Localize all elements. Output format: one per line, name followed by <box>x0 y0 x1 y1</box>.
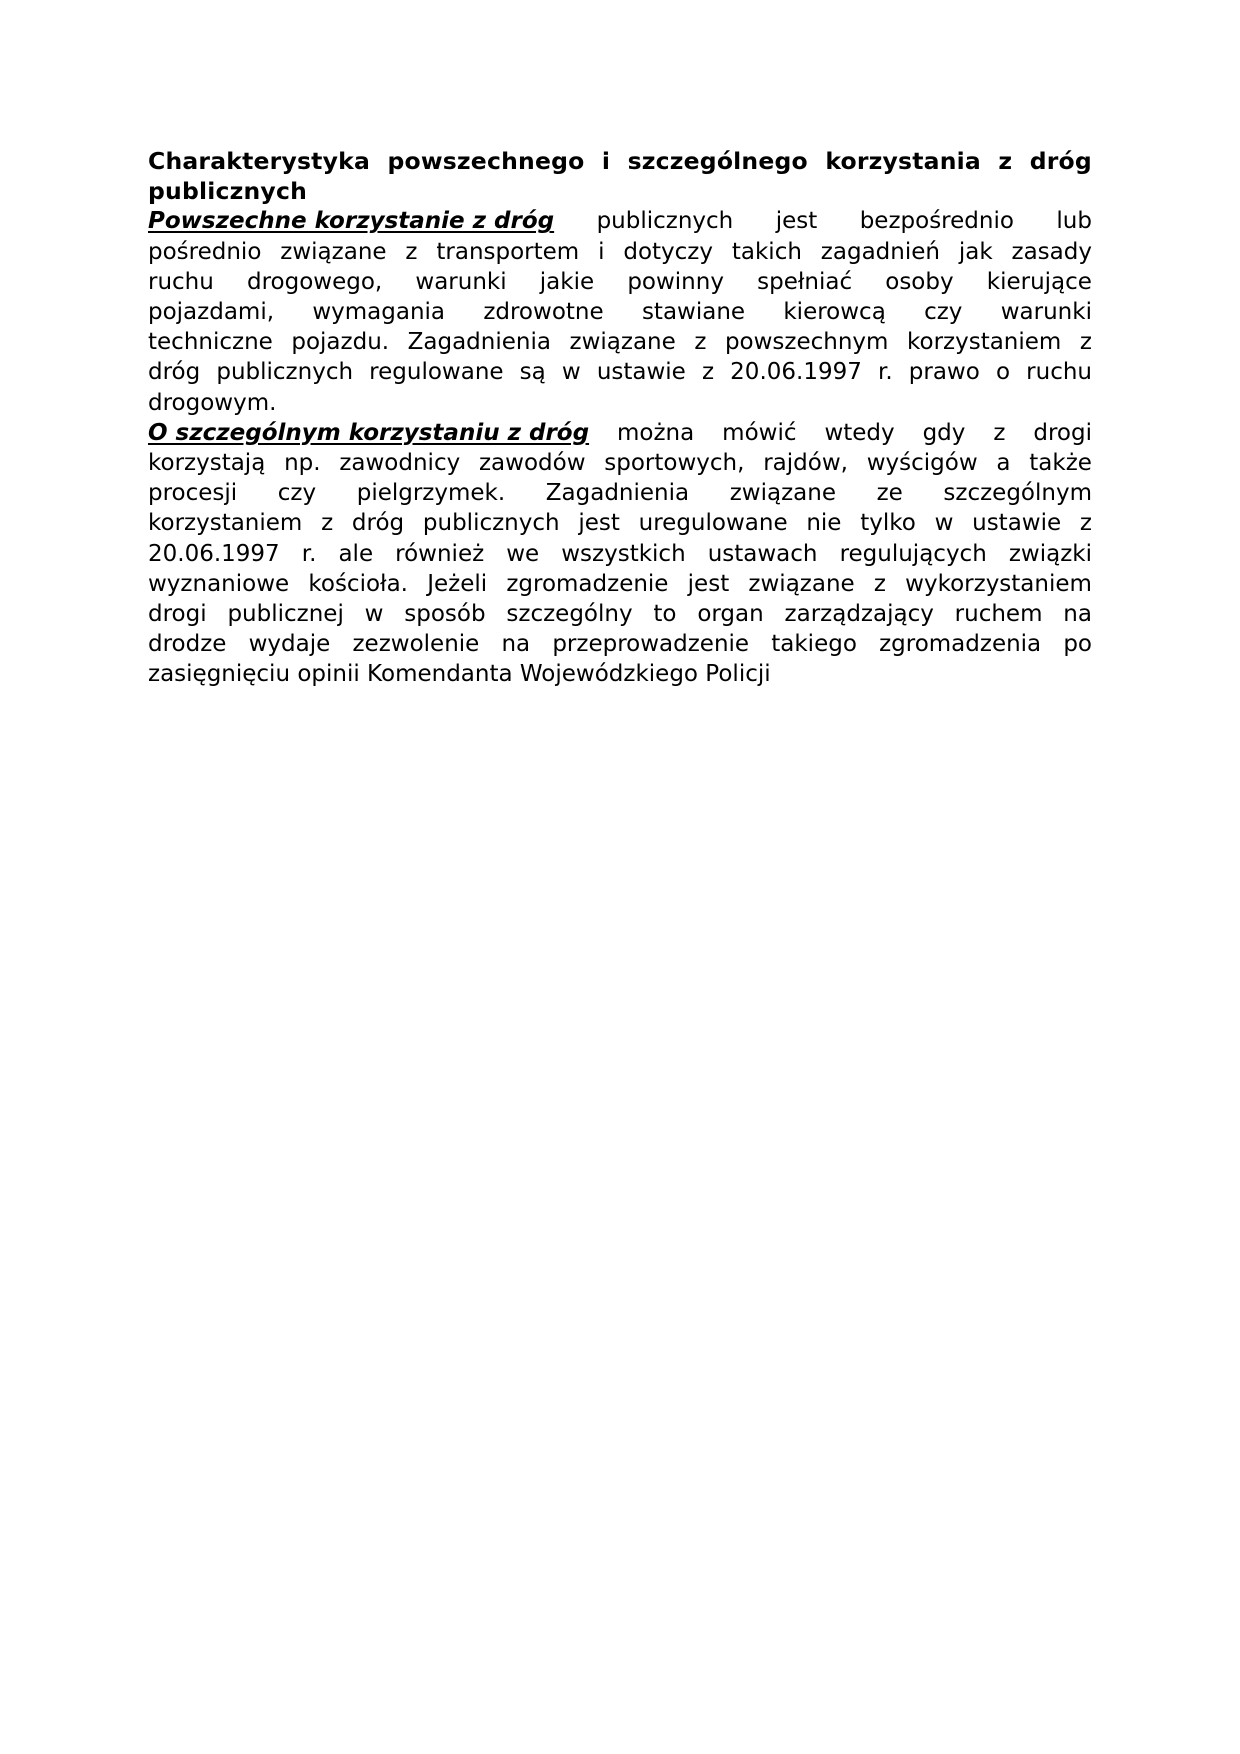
word: drogi <box>1033 419 1092 446</box>
word: zgromadzenie <box>506 570 669 597</box>
word: wyznaniowe <box>148 570 290 597</box>
word: korzystaniem <box>907 329 1062 356</box>
word: i <box>598 238 605 265</box>
paragraph-powszechne <box>148 206 1092 417</box>
word: dotyczy <box>623 238 713 265</box>
word: wyścigów <box>866 450 978 477</box>
word: transportem <box>436 238 580 265</box>
word: jest <box>687 570 730 597</box>
word: r. <box>878 359 893 386</box>
word: w <box>364 601 384 628</box>
word: zdrowotne <box>483 299 604 326</box>
word: ze <box>876 480 903 507</box>
word: z <box>998 147 1013 175</box>
word: czy <box>277 480 317 507</box>
word: wykorzystaniem <box>905 570 1092 597</box>
word: drodze <box>148 631 227 658</box>
word: z <box>1079 329 1092 356</box>
word: z <box>694 329 707 356</box>
word: w <box>934 510 954 537</box>
word: prawo <box>908 359 980 386</box>
word: gdy <box>922 419 966 446</box>
word: ruchem <box>954 601 1043 628</box>
word: drogi <box>148 601 207 628</box>
word: powszechnym <box>724 329 889 356</box>
paragraph-szczegolne <box>148 418 1092 690</box>
word: z <box>873 570 886 597</box>
word: dróg <box>351 510 405 537</box>
word: jakie <box>539 268 595 295</box>
word: zasady <box>1011 238 1092 265</box>
word: spełniać <box>757 268 853 295</box>
word: zarządzający <box>784 601 934 628</box>
word: przeprowadzenie <box>552 631 750 658</box>
word: jest <box>775 208 818 235</box>
paragraph-2-line-4 <box>148 508 1092 538</box>
word: publicznych <box>596 208 734 235</box>
word: Charakterystyka <box>148 147 371 175</box>
paragraph-2-line-9: zasięgnięciu opinii Komendanta Wojewódzkiego Policji <box>148 661 771 688</box>
paragraph-1-line-3 <box>148 267 1092 297</box>
paragraph-2-line-5 <box>148 539 1092 569</box>
word: rajdów, <box>763 450 848 477</box>
word: ale <box>338 540 374 567</box>
word: można <box>617 419 695 446</box>
word: powinny <box>627 268 724 295</box>
word: bezpośrednio <box>859 208 1014 235</box>
paragraph-2-line-8 <box>148 629 1092 659</box>
document-title <box>148 146 1092 206</box>
word: czy <box>924 299 963 326</box>
word: także <box>1029 450 1092 477</box>
word: są <box>519 359 546 386</box>
word: to <box>653 601 677 628</box>
word: Zagadnienia <box>545 480 690 507</box>
word: zezwolenie <box>352 631 480 658</box>
word: zawodów <box>478 450 586 477</box>
word: również <box>395 540 485 567</box>
word: 20.06.1997 <box>730 359 862 386</box>
paragraph-2-lead: O szczególnym korzystaniu z dróg <box>148 419 590 446</box>
word: we <box>506 540 540 567</box>
paragraph-1-line-6 <box>148 357 1092 387</box>
word: warunki <box>1000 299 1092 326</box>
word: o <box>995 359 1011 386</box>
word: uregulowane <box>638 510 788 537</box>
word: powszechnego <box>387 147 585 175</box>
word: kościoła. <box>308 570 408 597</box>
word: i <box>601 147 611 175</box>
word: wymagania <box>312 299 446 326</box>
word: związki <box>1008 540 1092 567</box>
word: regulujących <box>839 540 987 567</box>
word: sportowych, <box>604 450 745 477</box>
word: regulowane <box>369 359 504 386</box>
word: takich <box>731 238 802 265</box>
word: ustawie <box>596 359 686 386</box>
word: związane <box>748 570 855 597</box>
word: szczególnego <box>627 147 808 175</box>
word: Zagadnienia <box>407 329 551 356</box>
word: korzystaniem <box>148 510 303 537</box>
word: kierujące <box>986 268 1092 295</box>
word: drogowego, <box>247 268 383 295</box>
paragraph-2-line-6 <box>148 569 1092 599</box>
word: związane <box>729 480 836 507</box>
word: 20.06.1997 <box>148 540 280 567</box>
word: pojazdami, <box>148 299 275 326</box>
word: z <box>993 419 1006 446</box>
word: zawodnicy <box>339 450 461 477</box>
paragraph-1-line-7: drogowym. <box>148 389 277 416</box>
word: z <box>321 510 334 537</box>
word: wydaje <box>248 631 331 658</box>
word: np. <box>284 450 321 477</box>
word: ruchu <box>1026 359 1092 386</box>
word: szczególnym <box>943 480 1092 507</box>
word: Jeżeli <box>427 570 488 597</box>
word: związane <box>569 329 676 356</box>
word: r. <box>301 540 317 567</box>
word: na <box>501 631 531 658</box>
word: kierowcą <box>783 299 886 326</box>
word: stawiane <box>641 299 746 326</box>
word: ustawach <box>707 540 818 567</box>
word: jak <box>958 238 993 265</box>
paragraph-1-line-4 <box>148 297 1092 327</box>
word: takiego <box>771 631 857 658</box>
word: pielgrzymek. <box>356 480 506 507</box>
paragraph-2-line-1 <box>148 418 1092 448</box>
word: organ <box>697 601 764 628</box>
word: w <box>561 359 581 386</box>
word: dróg <box>148 359 201 386</box>
paragraph-2-line-7 <box>148 599 1092 629</box>
paragraph-2-line-3 <box>148 478 1092 508</box>
title-line-2: publicznych <box>148 177 308 206</box>
word: z <box>1079 510 1092 537</box>
word: tylko <box>860 510 916 537</box>
word: publicznych <box>422 510 560 537</box>
word: dróg <box>1029 147 1092 175</box>
word: warunki <box>415 268 507 295</box>
word: lub <box>1056 208 1092 235</box>
word: techniczne <box>148 329 273 356</box>
paragraph-2-line-2 <box>148 448 1092 478</box>
word: pośrednio <box>148 238 262 265</box>
word: szczególny <box>506 601 633 628</box>
word: pojazdu. <box>291 329 390 356</box>
paragraph-1-line-1 <box>148 206 1092 236</box>
word: ustawie <box>972 510 1062 537</box>
word: po <box>1063 631 1092 658</box>
word: z <box>701 359 715 386</box>
word: związane <box>280 238 387 265</box>
word: zagadnień <box>820 238 940 265</box>
paragraph-1-lead: Powszechne korzystanie z dróg <box>148 208 555 235</box>
word: korzystają <box>148 450 266 477</box>
word: sposób <box>404 601 486 628</box>
word: publicznych <box>216 359 354 386</box>
word: publicznej <box>227 601 344 628</box>
paragraph-1-line-2 <box>148 237 1092 267</box>
document-page <box>148 146 1092 690</box>
word: na <box>1063 601 1092 628</box>
word: z <box>405 238 418 265</box>
word: ruchu <box>148 268 214 295</box>
word: osoby <box>885 268 954 295</box>
word: nie <box>806 510 842 537</box>
word: korzystania <box>825 147 981 175</box>
word: a <box>996 450 1011 477</box>
word: wszystkich <box>561 540 686 567</box>
word: jest <box>578 510 620 537</box>
title-line-1 <box>148 146 1092 176</box>
paragraph-1-line-5 <box>148 327 1092 357</box>
word: mówić <box>722 419 797 446</box>
word: zgromadzenia <box>879 631 1042 658</box>
word: wtedy <box>824 419 895 446</box>
word: procesji <box>148 480 238 507</box>
